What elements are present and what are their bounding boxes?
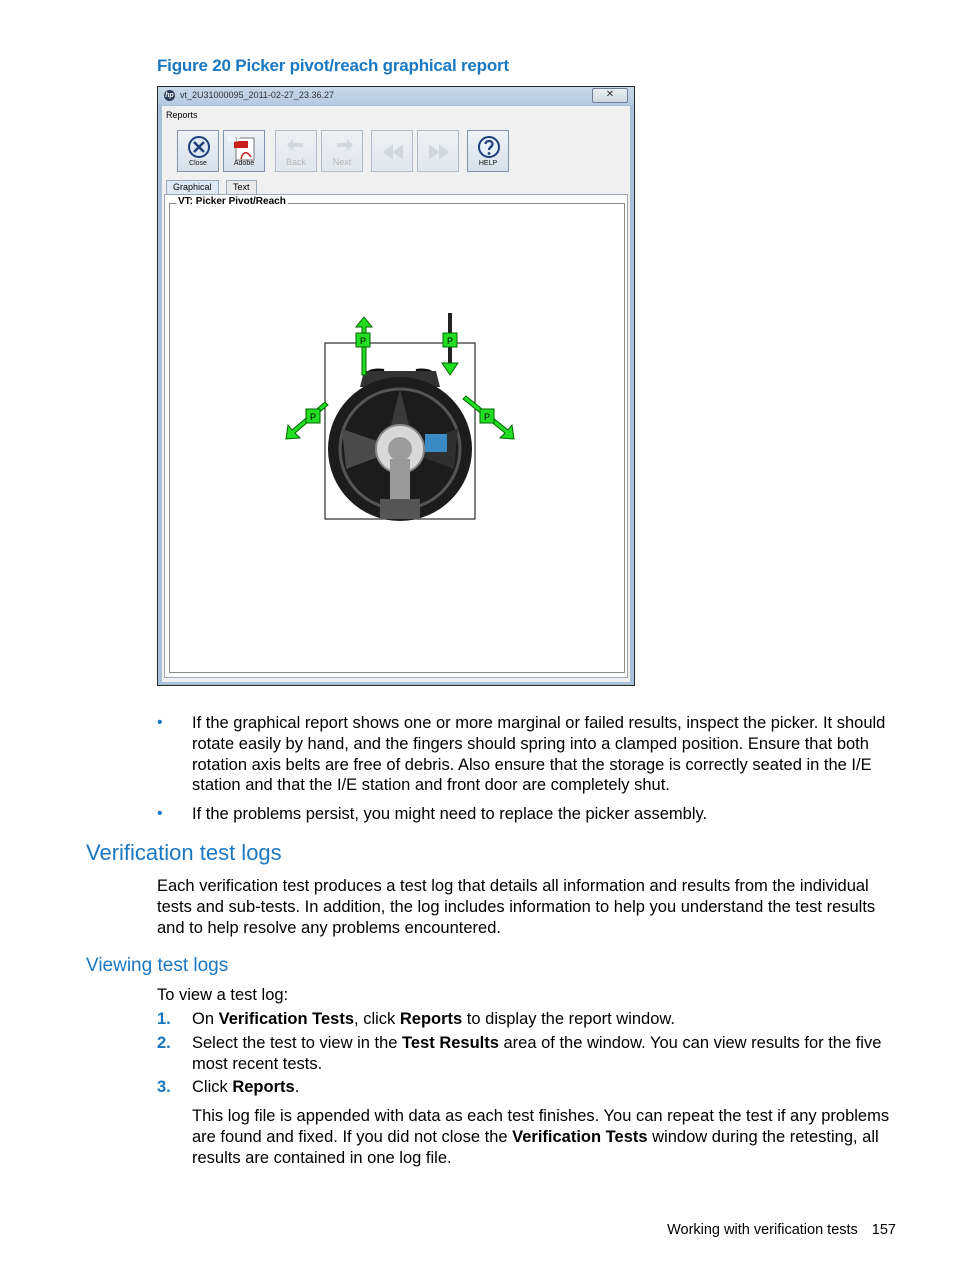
- step-number: 2.: [157, 1033, 171, 1052]
- close-button[interactable]: [177, 130, 219, 172]
- help-button[interactable]: [467, 130, 509, 172]
- section-title: Verification test logs: [86, 840, 282, 865]
- tab-graphical[interactable]: Graphical: [166, 180, 219, 194]
- tab-text[interactable]: Text: [226, 180, 257, 194]
- help-icon: [477, 135, 501, 159]
- step-bold: Test Results: [402, 1033, 499, 1052]
- step-number: 1.: [157, 1010, 171, 1028]
- next-button-label: Next: [332, 157, 352, 167]
- hp-logo-icon: hp: [165, 92, 174, 99]
- window-close-button[interactable]: ✕: [592, 88, 628, 103]
- pdf-badge: PDF: [228, 138, 240, 144]
- p-label-right: P: [483, 412, 491, 422]
- step-text: , click: [354, 1010, 400, 1028]
- p-label-left: P: [309, 412, 317, 422]
- back-button-label: Back: [285, 157, 306, 167]
- next-button[interactable]: [321, 130, 363, 172]
- graphical-panel: [164, 194, 628, 678]
- p-label-up: P: [359, 336, 367, 346]
- fast-forward-button[interactable]: [417, 130, 459, 172]
- step-item: [157, 1033, 897, 1075]
- figure-caption: Figure 20 Picker pivot/reach graphical report: [157, 56, 509, 75]
- group-title: VT: Picker Pivot/Reach: [178, 196, 286, 207]
- help-button-label: HELP: [478, 160, 498, 167]
- rewind-icon: [381, 140, 405, 164]
- step-text: Click: [192, 1078, 233, 1097]
- bullet-list: [157, 713, 897, 833]
- footer-text: Working with verification tests: [667, 1222, 858, 1238]
- step-text: to display the report window.: [462, 1010, 676, 1028]
- next-arrow-icon: [331, 135, 355, 159]
- fast-forward-icon: [427, 140, 451, 164]
- close-button-label: Close: [189, 160, 207, 167]
- step-text: .: [294, 1078, 300, 1097]
- window-body: [162, 106, 630, 682]
- bullet-text: If the graphical report shows one or more marginal or failed results, inspect the picker. It should rotate easily by hand, and the fingers should spring into a clamped position. Ensure that both rotation axis belts are free of debris. Also ensure that the storage is correctly seated in the I/E station and that the I/E station and front door are completely shut.: [192, 714, 886, 795]
- window-titlebar: [158, 87, 634, 105]
- step-list: [157, 1009, 897, 1101]
- list-item: [157, 804, 897, 825]
- bullet-icon: •: [157, 714, 163, 731]
- step-bold: Verification Tests: [218, 1010, 355, 1028]
- after-steps-paragraph: [192, 1106, 897, 1168]
- page-footer: [667, 1222, 896, 1238]
- step-text: Select the test to view in the: [192, 1033, 403, 1052]
- step-item: [157, 1009, 897, 1030]
- window-title: vt_2U31000095_2011-02-27_23.36.27: [180, 90, 334, 100]
- toolbar: [165, 126, 630, 176]
- arrow-overlay: [280, 299, 520, 539]
- para-text: window during the retesting, all results are contained in one log file.: [192, 1127, 879, 1167]
- p-label-down: P: [446, 336, 454, 346]
- back-arrow-icon: [285, 135, 309, 159]
- step-bold: Reports: [232, 1078, 295, 1097]
- step-number: 3.: [157, 1078, 171, 1097]
- subsection-title: Viewing test logs: [86, 955, 229, 976]
- back-button[interactable]: [275, 130, 317, 172]
- bullet-text: If the problems persist, you might need to replace the picker assembly.: [192, 805, 708, 824]
- rewind-button[interactable]: [371, 130, 413, 172]
- menu-reports[interactable]: Reports: [166, 110, 198, 120]
- picker-pivot-reach-group: [169, 196, 625, 673]
- step-text: area of the window. You can view results for the five most recent tests.: [192, 1033, 882, 1073]
- bullet-icon: •: [157, 805, 163, 823]
- close-icon: [187, 135, 211, 159]
- section-paragraph: Each verification test produces a test log that details all information and results from the individual tests and sub-tests. In addition, the log includes information to help you understand the test results and to help resolve any problems encountered.: [157, 877, 876, 937]
- pdf-button[interactable]: [223, 130, 265, 172]
- pdf-button-label: Adobe: [233, 160, 255, 167]
- list-item: [157, 713, 897, 796]
- step-text: On: [192, 1010, 219, 1028]
- para-bold: Verification Tests: [512, 1127, 648, 1146]
- page-number: 157: [871, 1222, 896, 1238]
- step-item: [157, 1077, 897, 1098]
- report-window: [157, 86, 635, 686]
- para-text: This log file is appended with data as each test finishes. You can repeat the test if any problems are found and fixed. If you did not close the: [192, 1107, 890, 1146]
- step-bold: Reports: [399, 1010, 463, 1028]
- intro-text: To view a test log:: [157, 986, 289, 1004]
